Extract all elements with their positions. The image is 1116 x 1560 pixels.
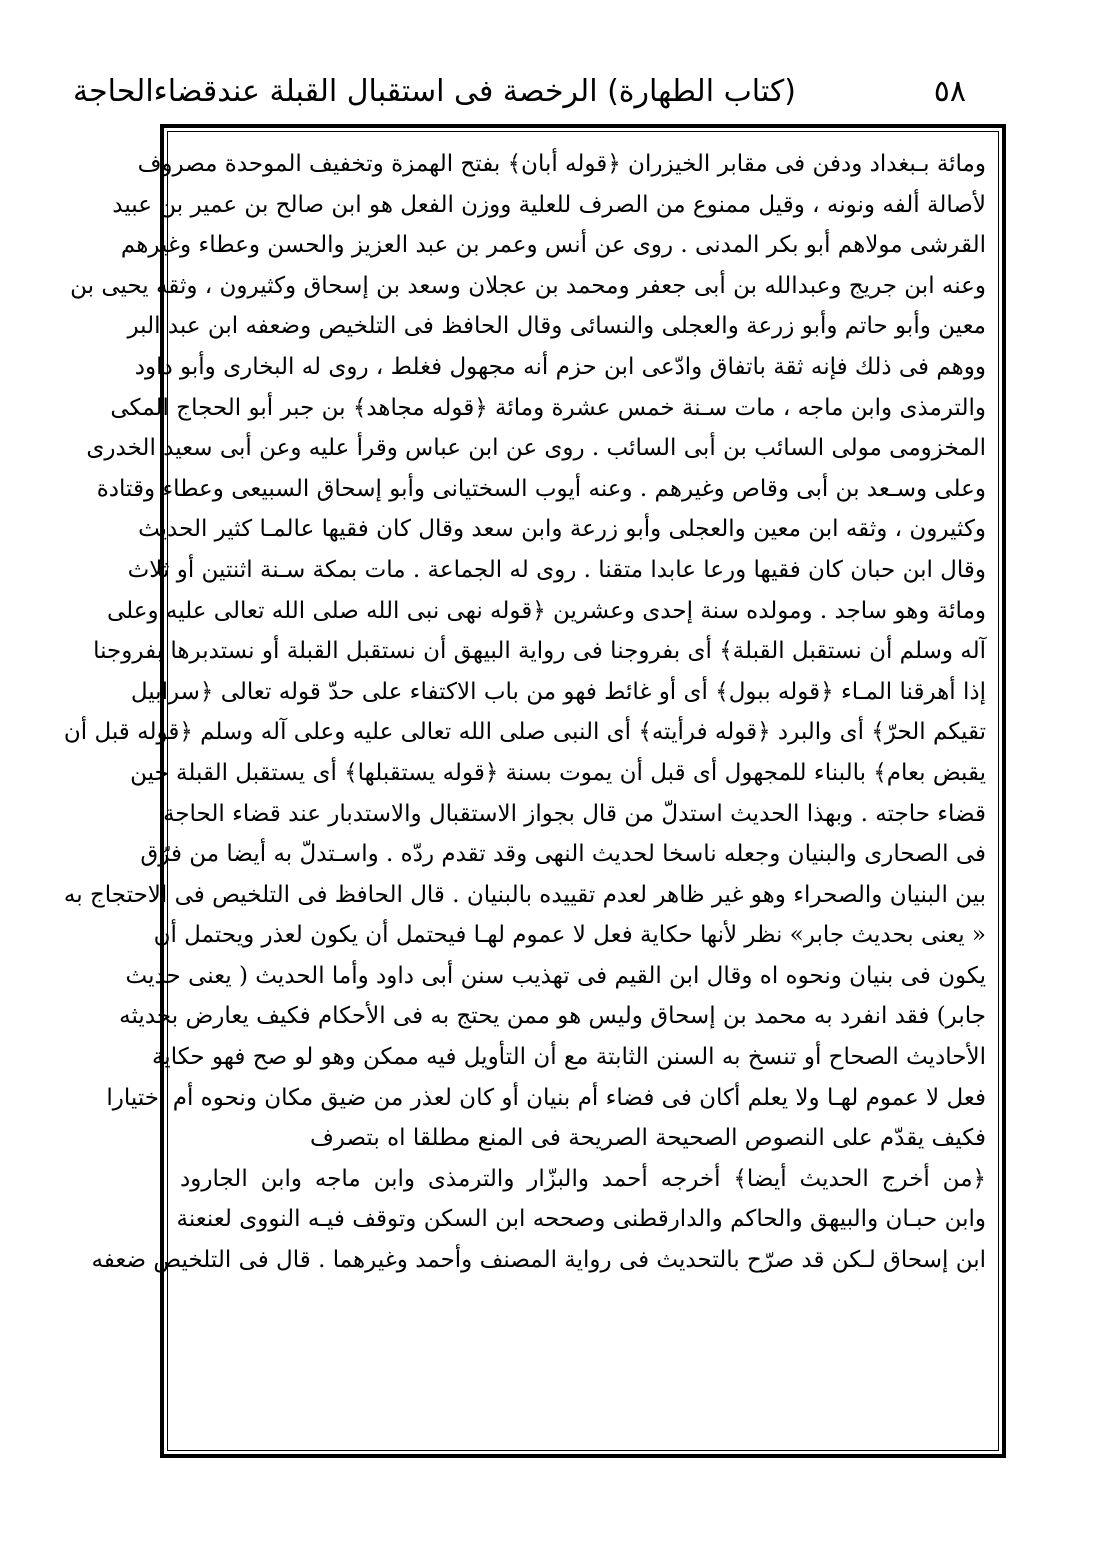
text-line: يقبض بعام﴾ بالبناء للمجهول أى قبل أن يموت بسنة ﴿قوله يستقبلها﴾ أى يستقبل القبلة حين (130, 759, 986, 786)
text-body (63, 144, 986, 1444)
text-line: وعنه ابن جريج وعبدالله بن أبى جعفر ومحمد بن عجلان وسعد بن إسحاق وكثيرون ، وثقه يحيى بن (70, 272, 986, 299)
text-line: ابن إسحاق لـكن قد صرّح بالتحديث فى رواية المصنف وأحمد وغيرهما . قال فى التلخيص ضعفه (91, 1247, 986, 1274)
text-line: المخزومى مولى السائب بن أبى السائب . روى عن ابن عباس وقرأ عليه وعن أبى سعيد الخدرى (86, 435, 986, 462)
text-line: فى الصحارى والبنيان وجعله ناسخا لحديث النهى وقد تقدم ردّه . واسـتدلّ به أيضا من فرّق (140, 841, 986, 868)
text-line: إذا أهرقنا المـاء ﴿قوله ببول﴾ أى أو غائط فهو من باب الاكتفاء على حدّ قوله تعالى ﴿سرابيل (130, 678, 986, 705)
text-line: فعل لا عموم لهـا ولا يعلم أكان فى فضاء أم بنيان أو كان لعذر من ضيق مكان ونحوه أم اختيارا (106, 1084, 986, 1111)
text-line: لأصالة ألفه ونونه ، وقيل ممنوع من الصرف للعلية ووزن الفعل هو ابن صالح بن عمير بن عبيد (112, 191, 986, 218)
text-line: والترمذى وابن ماجه ، مات سـنة خمس عشرة ومائة ﴿قوله مجاهد﴾ بن جبر أبو الحجاج المكى (110, 394, 986, 421)
text-line: وقال ابن حبان كان فقيها ورعا عابدا متقنا . روى له الجماعة . مات بمكة سـنة اثنتين أو ثلاث (127, 556, 986, 583)
text-line: يكون فى بنيان ونحوه اه وقال ابن القيم فى تهذيب سنن أبى داود وأما الحديث ( يعنى حديث (125, 962, 986, 989)
page-title: (كتاب الطهارة) الرخصة فى استقبال القبلة عندقضاءالحاجة (73, 74, 796, 109)
text-line: ومائة وهو ساجد . ومولده سنة إحدى وعشرين ﴿قوله نهى نبى الله صلى الله تعالى عليه وعلى (106, 597, 986, 624)
text-line: بين البنيان والصحراء وهو غير ظاهر لعدم تقييده بالبنيان . قال الحافظ فى التلخيص فى الاحتجاج به (63, 881, 986, 908)
text-line: آله وسلم أن نستقبل القبلة﴾ أى بفروجنا فى رواية البيهق أن نستقبل القبلة أو نستدبرها بفروجنا (93, 638, 986, 665)
text-line: معين وأبو حاتم وأبو زرعة والعجلى والنسائى وقال الحافظ فى التلخيص وضعفه ابن عبد البر (127, 313, 986, 340)
running-header (73, 62, 966, 122)
text-line: ومائة بـبغداد ودفن فى مقابر الخيزران ﴿قوله أبان﴾ بفتح الهمزة وتخفيف الموحدة مصروف (137, 151, 986, 177)
text-line: قضاء حاجته . وبهذا الحديث استدلّ من قال بجواز الاستقبال والاستدبار عند قضاء الحاجة (163, 800, 986, 827)
text-line: القرشى مولاهم أبو بكر المدنى . روى عن أنس وعمر بن عبد العزيز والحسن وعطاء وغيرهم (120, 232, 986, 259)
text-line: جابر) فقد انفرد به محمد بن إسحاق وليس هو ممن يحتج به فى الأحكام فكيف يعارض بحديثه (119, 1003, 986, 1030)
text-line: وكثيرون ، وثقه ابن معين والعجلى وأبو زرعة وابن سعد وقال كان فقيها عالمـا كثير الحديث (138, 516, 986, 543)
text-line: فكيف يقدّم على النصوص الصحيحة الصريحة فى المنع مطلقا اه بتصرف (309, 1125, 986, 1152)
text-line: ووهم فى ذلك فإنه ثقة باتفاق وادّعى ابن حزم أنه مجهول فغلط ، روى له البخارى وأبو داود (134, 353, 986, 380)
text-line: « يعنى بحديث جابر» نظر لأنها حكاية فعل لا عموم لهـا فيحتمل أن يكون لعذر ويحتمل أن (153, 922, 986, 949)
text-line: تقيكم الحرّ﴾ أى والبرد ﴿قوله فرأيته﴾ أى النبى صلى الله تعالى عليه وعلى آله وسلم ﴿قوله قبل أن (63, 719, 986, 746)
text-line: الأحاديث الصحاح أو تنسخ به السنن الثابتة مع أن التأويل فيه ممكن وهو لو صح فهو حكاية (151, 1044, 986, 1071)
text-line: ﴿من أخرج الحديث أيضا﴾ أخرجه أحمد والبزّار والترمذى وابن ماجه وابن الجارود (180, 1165, 986, 1192)
text-line: وعلى وسـعد بن أبى وقاص وغيرهم . وعنه أيوب السختيانى وأبو إسحاق السبيعى وعطاء وقتادة (96, 475, 986, 502)
page-number: ٥٨ (933, 74, 966, 109)
text-line: وابن حبـان والبيهق والحاكم والدارقطنى وصححه ابن السكن وتوقف فيـه النووى لعنعنة (176, 1206, 986, 1233)
